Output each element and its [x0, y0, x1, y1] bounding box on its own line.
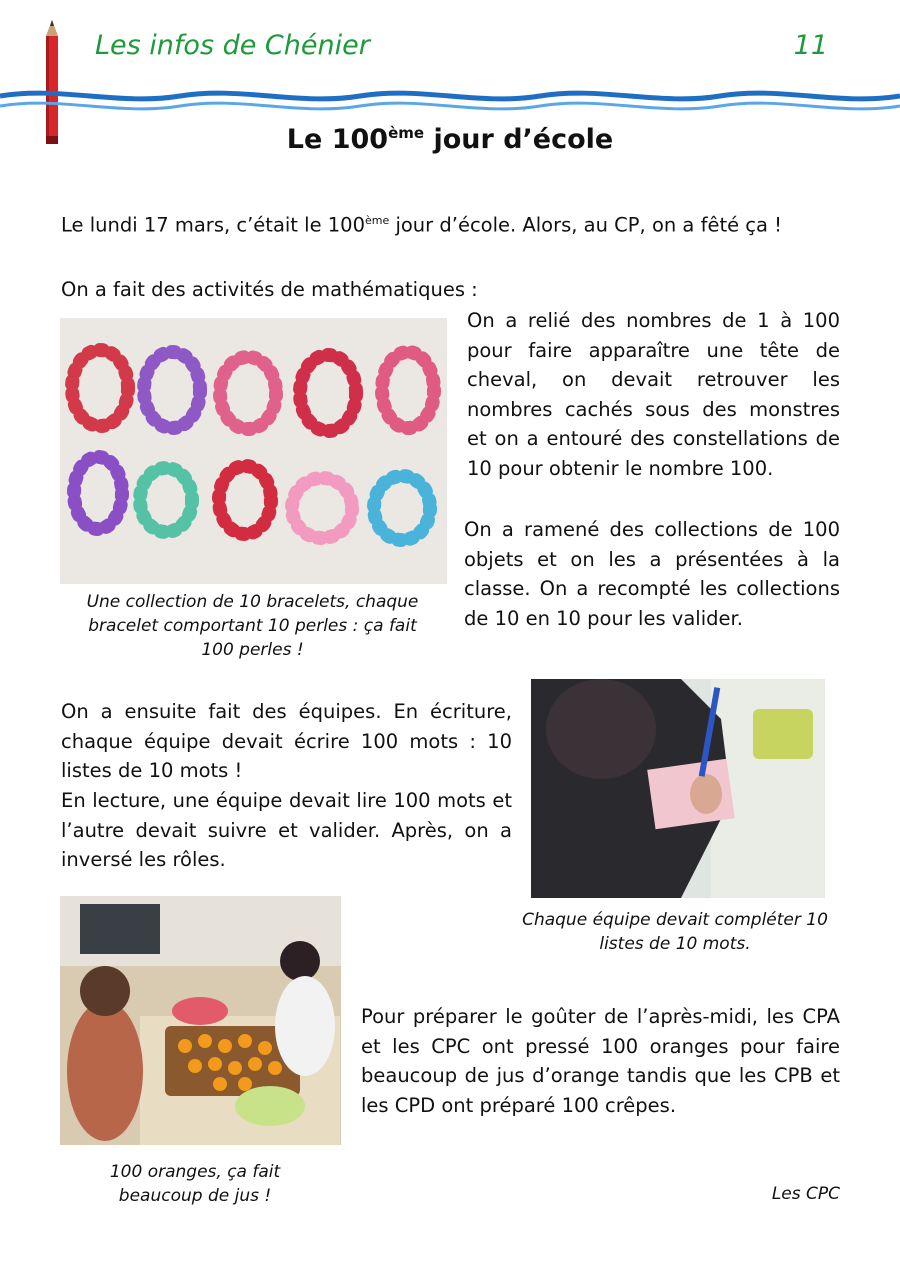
- article-title: Le 100ème jour d’école: [286, 124, 614, 155]
- teams-paragraph-1: On a ensuite fait des équipes. En écriture, chaque équipe devait écrire 100 mots : 10 listes de 10 mots !: [61, 700, 512, 782]
- caption-bracelets: Une collection de 10 bracelets, chaque bracelet comportant 10 perles : ça fait 100 perles !: [86, 592, 419, 660]
- caption-oranges: 100 oranges, ça fait beaucoup de jus !: [109, 1162, 281, 1206]
- caption-writing: Chaque équipe devait compléter 10 listes de 10 mots.: [522, 910, 828, 954]
- teams-paragraph-2: En lecture, une équipe devait lire 100 mots et l’autre devait suivre et valider. Après, on a inversé les rôles.: [61, 789, 512, 871]
- wave-divider: [0, 78, 900, 122]
- page-number: 11: [793, 30, 828, 61]
- bracelets-photo: [60, 318, 447, 584]
- newsletter-title: Les infos de Chénier: [95, 30, 370, 61]
- writing-photo: [531, 679, 825, 898]
- signature: Les CPC: [771, 1184, 840, 1204]
- math-intro: On a fait des activités de mathématiques :: [61, 278, 478, 301]
- snack-paragraph: Pour préparer le goûter de l’après-midi, les CPA et les CPC ont pressé 100 oranges pour faire beaucoup de jus d’orange tandis que les CPB et les CPD ont préparé 100 crêpes.: [361, 1005, 840, 1117]
- oranges-photo: [60, 896, 341, 1145]
- intro-paragraph: Le lundi 17 mars, c’était le 100ème jour d’école. Alors, au CP, on a fêté ça !: [61, 213, 782, 237]
- math-paragraph-2: On a ramené des collections de 100 objets et on les a présentées à la classe. On a recompté les collections de 10 en 10 pour les valider.: [464, 518, 840, 630]
- math-paragraph-1: On a relié des nombres de 1 à 100 pour faire apparaître une tête de cheval, on devait retrouver les nombres cachés sous des monstres et on a entouré des constellations de 10 pour obtenir le nombre 100.: [467, 309, 840, 480]
